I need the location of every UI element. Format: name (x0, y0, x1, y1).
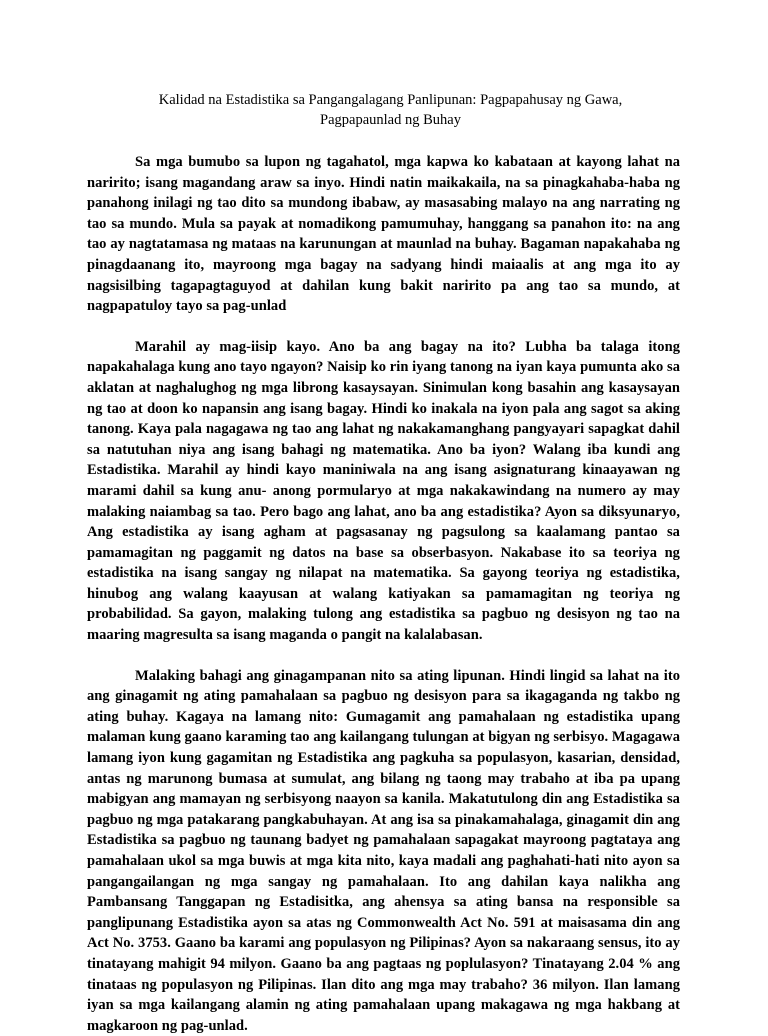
title-line-2: Pagpapaunlad ng Buhay (320, 112, 461, 128)
paragraph-3: Malaking bahagi ang ginagampanan nito sa ating lipunan. Hindi lingid sa lahat na ito ang ginagamit ng ating pamahalaan sa pagbuo ng desisyon para sa ikagaganda ng takbo ng ating buhay. Kagaya na lamang nito: Gumagamit ang pamahalaan ng estadistika upang malaman kung gaano karaming tao ang kailangang tulungan at bigyan ng serbisyo. Magagawa lamang iyon kung gagamitan ng Estadistika ang pagkuha sa populasyon, kasarian, densidad, antas ng marunong bumasa at sumulat, ang bilang ng taong may trabaho at iba pa upang mabigyan ang mamayan ng serbisyong naayon sa kanila. Makatutulong din ang Estadistika sa pagbuo ng mga patakarang pangkabuhayan. At ang isa sa pinakamahalaga, ginagamit din ang Estadistika sa pagbuo ng taunang badyet ng pamahalaan sapagakat mayroong pagtataya ang pamahalaan ukol sa mga buwis at mga kita nito, kaya madali ang paghahati-hati nito ayon sa pangangailangan ng mga sangay ng pamahalaan. Ito ang dahilan kaya nalikha ang Pambansang Tanggapan ng Estadisitka, ang ahensya sa ating bansa na responsible sa panglipunang Estadistika ayon sa atas ng Commonwealth Act No. 591 at maisasama din ang Act No. 3753. Gaano ba karami ang populasyon ng Pilipinas? Ayon sa nakaraang sensus, ito ay tinatayang mahigit 94 milyon. Gaano ba ang pagtaas ng poplulasyon? Tinatayang 2.04 % ang tinataas ng populasyon ng Pilipinas. Ilan dito ang mga may trabaho? 36 milyon. Ilan lamang iyan sa mga kailangang alamin ng ating pamahalaan upang makagawa ng mga hakbang at magkaroon ng pag-unlad. (87, 667, 680, 1034)
title-line-1: Kalidad na Estadistika sa Pangangalagang Panlipunan: Pagpapahusay ng Gawa, (158, 92, 623, 108)
document-title (87, 90, 680, 130)
paragraph-2: Marahil ay mag-iisip kayo. Ano ba ang bagay na ito? Lubha ba talaga itong napakahalaga kung ano tayo ngayon? Naisip ko rin iyang tanong na iyan kaya pumunta ako sa aklatan at naghalughog ng mga librong kasaysayan. Sinimulan kong basahin ang kasaysayan ng tao at doon ko napansin ang isang bagay. Hindi ko inakala na iyon pala ang sagot sa aking tanong. Kaya pala nagagawa ng tao ang lahat ng nakakamanghang pangyayari sapagkat dahil sa natutuhan niya ang isang bahagi ng matematika. Ano ba iyon? Walang iba kundi ang Estadistika. Marahil ay hindi kayo maniniwala na ang isang asignaturang kinaayawan ng marami dahil sa kung anu- anong pormularyo at mga nakakawindang na numero ay may malaking naiambag sa tao. Pero bago ang lahat, ano ba ang estadistika? Ayon sa diksyunaryo, Ang estadistika ay isang agham at pagsasanay ng pagsulong sa kaalamang pantao sa pamamagitan ng paggamit ng datos na base sa obserbasyon. Nakabase ito sa teoriya ng estadistika na isang sangay ng nilapat na matematika. Sa gayong teoriya ng estadistika, hinubog ang walang kaayusan at walang katiyakan sa pamamagitan ng teoriya ng probabilidad. Sa gayon, malaking tulong ang estadistika sa pagbuo ng desisyon ng tao na maaring magresulta sa isang maganda o pangit na kalalabasan. (87, 338, 680, 644)
paragraph-1: Sa mga bumubo sa lupon ng tagahatol, mga kapwa ko kabataan at kayong lahat na naririto; isang magandang araw sa inyo. Hindi natin maikakaila, na sa pinagkahaba-haba ng panahong inilagi ng tao dito sa mundong ibabaw, ay masasabing malayo na ang narrating ng tao sa mundo. Mula sa payak at nomadikong pamumuhay, hanggang sa panahon ito: na ang tao ay nagtatamasa ng mataas na karunungan at maunlad na buhay. Bagaman napakahaba ng pinagdaanang ito, mayroong mga bagay na sadyang hindi maiaalis at ang mga ito ay nagsisilbing tagapagtaguyod at dahilan kung bakit naririto pa ang tao sa mundo, at nagpapatuloy tayo sa pag-unlad (87, 154, 680, 315)
